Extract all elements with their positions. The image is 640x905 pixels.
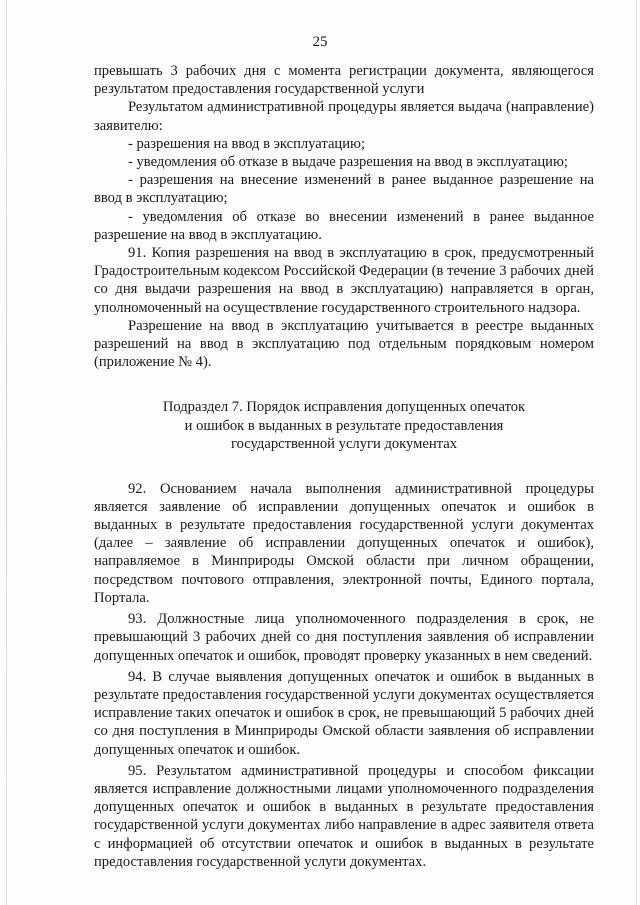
scan-edge-right xyxy=(636,0,637,905)
section-title xyxy=(94,398,594,453)
section-title-line: Подраздел 7. Порядок исправления допущенных опечаток xyxy=(162,399,526,416)
paragraph-92: 92. Основанием начала выполнения административной процедуры является заявление об исправлении допущенных опечаток и ошибок в выданных в результате предоставления государственной услуги документах (далее – заявление об исправлении допущенных опечаток и ошибок), направляемое в Минприроды Омской области при личном обращении, посредством почтового отправления, электронной почты, Единого портала, Портала. xyxy=(94,480,594,606)
list-item: - разрешения на внесение изменений в ранее выданное разрешение на ввод в эксплуатацию; xyxy=(94,172,594,207)
paragraph-94: 94. В случае выявления допущенных опечаток и ошибок в выданных в результате предоставления государственной услуги документах осуществляется исправление таких опечаток и ошибок в срок, не превышающий 5 рабочих дней со дня поступления в Минприроды Омской области заявления об исправлении допущенных опечаток и ошибок. xyxy=(94,668,594,758)
paragraph-result-intro: Результатом административной процедуры является выдача (направление) заявителю: xyxy=(94,99,594,134)
scan-edge-left xyxy=(6,0,7,905)
list-item: - разрешения на ввод в эксплуатацию; xyxy=(128,135,365,152)
list-item: - уведомления об отказе во внесении изменений в ранее выданное разрешение на ввод в эксплуатацию. xyxy=(94,208,594,243)
document-body xyxy=(94,62,594,871)
page-number: 25 xyxy=(312,34,328,50)
list-item: - уведомления об отказе в выдаче разрешения на ввод в эксплуатацию; xyxy=(128,154,568,171)
paragraph-95: 95. Результатом административной процедуры и способом фиксации является исправление должностными лицами уполномоченного подразделения допущенных опечаток и ошибок в выданных в результате предоставления государственной услуги документах либо направление в адрес заявителя ответа с информацией об отсутствии опечаток и ошибок в выданных в результате предоставления государственной услуги документах. xyxy=(94,762,594,870)
paragraph-93: 93. Должностные лица уполномоченного подразделения в срок, не превышающий 3 рабочих дней со дня поступления заявления об исправлении допущенных опечаток и ошибок, проводят проверку указанных в нем сведений. xyxy=(94,611,594,664)
section-title-line: государственной услуги документах xyxy=(230,436,458,453)
section-title-line: и ошибок в выданных в результате предоставления xyxy=(184,417,504,434)
paragraph-continuation: превышать 3 рабочих дня с момента регистрации документа, являющегося результатом предоставления государственной услуги xyxy=(94,63,594,98)
paragraph-91: 91. Копия разрешения на ввод в эксплуатацию в срок, предусмотренный Градостроительным кодексом Российской Федерации (в течение 3 рабочих дней со дня выдачи разрешения на ввод в эксплуатацию) направляется в орган, уполномоченный на осуществление государственного строительного надзора. xyxy=(94,245,594,316)
paragraph-registry: Разрешение на ввод в эксплуатацию учитывается в реестре выданных разрешений на ввод в эксплуатацию под отдельным порядковым номером (приложение № 4). xyxy=(94,317,594,371)
